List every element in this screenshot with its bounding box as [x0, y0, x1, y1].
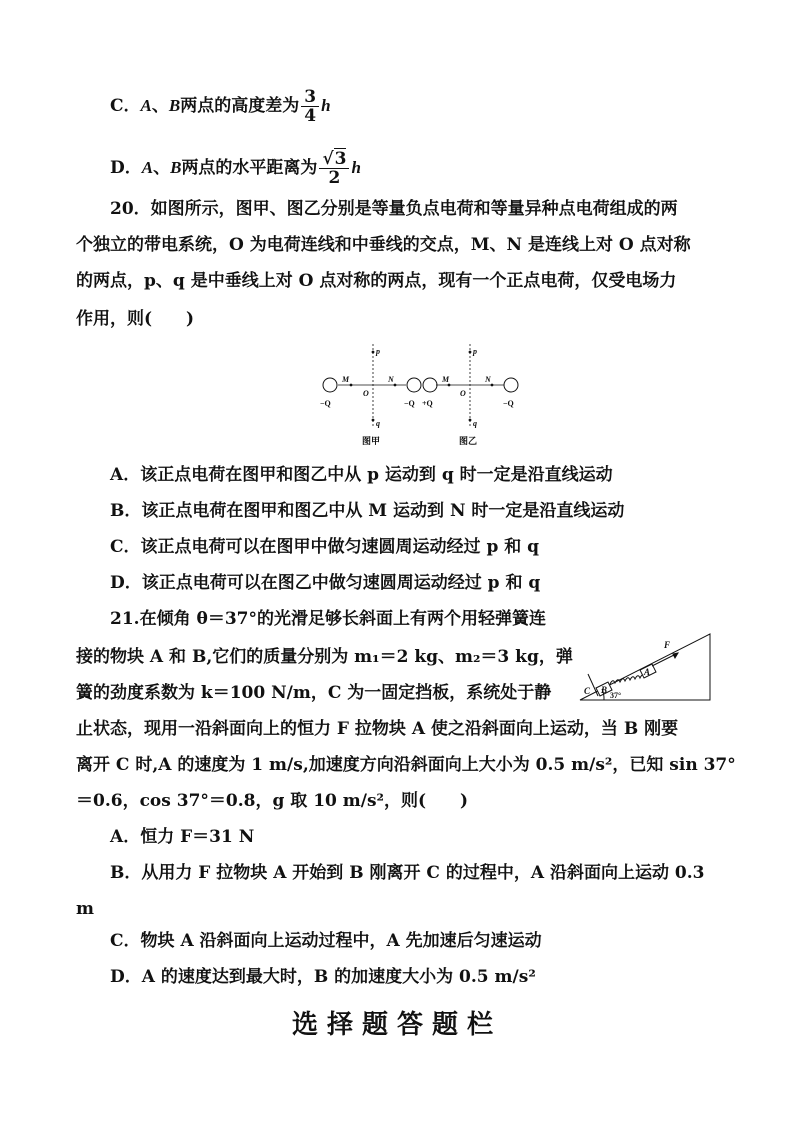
label-o: O	[363, 389, 369, 398]
q20-stem-line: 个独立的带电系统，O 为电荷连线和中垂线的交点，M、N 是连线上对 O 点对称	[76, 235, 691, 255]
q20-stem-line: 作用，则( )	[76, 309, 195, 329]
label-c: C	[584, 686, 591, 696]
label-b: B	[601, 685, 608, 695]
q19-option-d: D．A、B两点的水平距离为 $\frac{√3}{2}$ h	[110, 149, 361, 188]
label-p: p	[376, 347, 380, 356]
label-q: q	[376, 419, 380, 428]
label-p: p	[473, 347, 477, 356]
q19-option-c: C．A、B两点的高度差为 $\frac{3}{4}$ h	[110, 87, 331, 126]
q21-option-c: C．物块 A 沿斜面向上运动过程中，A 先加速后匀速运动	[110, 931, 542, 951]
section-title: 选择题答题栏	[291, 1010, 502, 1040]
charge-left: +Q	[422, 399, 433, 408]
q21-stem-line: 接的物块 A 和 B,它们的质量分别为 m₁＝2 kg、m₂＝3 kg，弹	[76, 647, 573, 667]
label-a: A	[644, 667, 651, 677]
q21-option-a: A．恒力 F＝31 N	[110, 827, 255, 847]
q21-option-b: B．从用力 F 拉物块 A 开始到 B 刚离开 C 的过程中，A 沿斜面向上运动 0.3	[110, 863, 705, 883]
q21-stem-line: 21.在倾角 θ＝37°的光滑足够长斜面上有两个用轻弹簧连	[110, 609, 546, 629]
q20-stem-line: 20．如图所示，图甲、图乙分别是等量负点电荷和等量异种点电荷组成的两	[110, 199, 678, 219]
charge-right: −Q	[503, 399, 514, 408]
q20-option-d: D．该正点电荷可以在图乙中做匀速圆周运动经过 p 和 q	[110, 573, 541, 593]
q21-option-d: D．A 的速度达到最大时，B 的加速度大小为 0.5 m/s²	[110, 967, 536, 987]
q21-incline-figure	[578, 628, 714, 704]
fraction: $\frac{√3}{2}$	[319, 150, 349, 187]
charge-left: −Q	[320, 399, 331, 408]
caption-jia: 图甲	[362, 436, 381, 446]
q21-stem-line: ＝0.6，cos 37°＝0.8，g 取 10 m/s²，则( )	[76, 791, 469, 811]
q20-option-c: C．该正点电荷可以在图甲中做匀速圆周运动经过 p 和 q	[110, 537, 540, 557]
q20-stem-line: 的两点，p、q 是中垂线上对 O 点对称的两点，现有一个正点电荷，仅受电场力	[76, 271, 677, 291]
label-q: q	[473, 419, 477, 428]
caption-yi: 图乙	[459, 436, 478, 446]
q20-option-b: B．该正点电荷在图甲和图乙中从 M 运动到 N 时一定是沿直线运动	[110, 501, 625, 521]
label-n: N	[388, 375, 394, 384]
charge-right: −Q	[404, 399, 415, 408]
label-n: N	[485, 375, 491, 384]
q21-option-b-continued: m	[76, 899, 94, 919]
q21-stem-line: 止状态，现用一沿斜面向上的恒力 F 拉物块 A 使之沿斜面向上运动，当 B 刚要	[76, 719, 679, 739]
label-o: O	[460, 389, 466, 398]
label-f: F	[664, 640, 671, 650]
q20-figure	[318, 340, 528, 450]
label-angle: 37°	[610, 691, 622, 700]
label-m: M	[442, 375, 450, 384]
fraction: $\frac{3}{4}$	[301, 88, 319, 125]
label-m: M	[342, 375, 350, 384]
q21-stem-line: 离开 C 时,A 的速度为 1 m/s,加速度方向沿斜面向上大小为 0.5 m/s²，已知 sin 37°	[76, 755, 736, 775]
q20-option-a: A．该正点电荷在图甲和图乙中从 p 运动到 q 时一定是沿直线运动	[110, 465, 613, 485]
q21-stem-line: 簧的劲度系数为 k＝100 N/m，C 为一固定挡板，系统处于静	[76, 683, 552, 703]
